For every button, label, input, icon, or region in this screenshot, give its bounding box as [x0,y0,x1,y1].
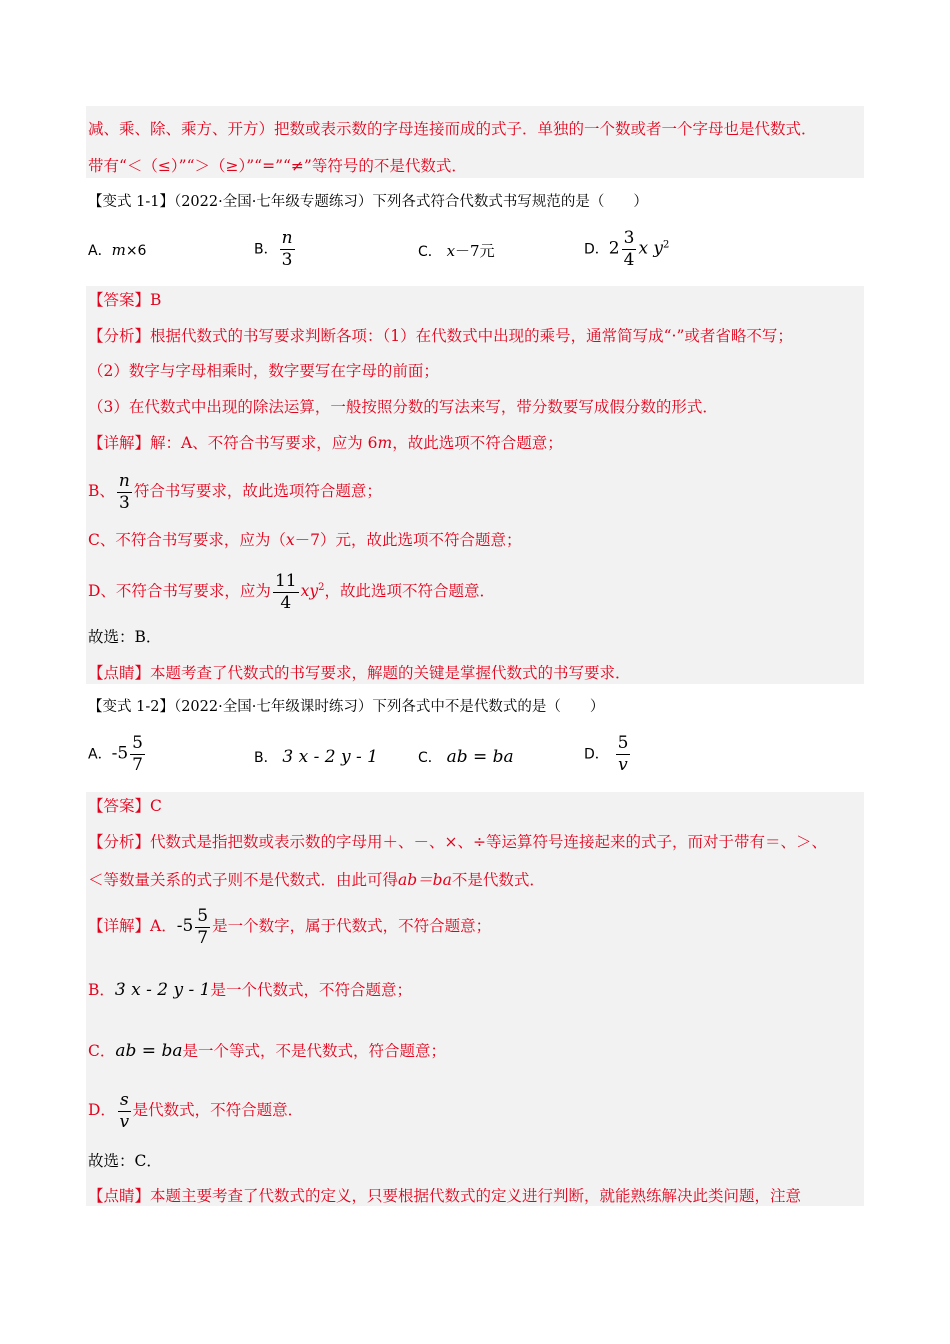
q1-option-a [88,240,146,260]
q2-detail-d-pre: D． [88,1101,116,1119]
q1-detail-c-var: x [285,531,295,549]
q1-option-d-label: D． [584,241,609,258]
q1-choice: 故选：B． [88,628,162,646]
q2-detail-a-num: 5 [197,905,209,926]
q2-answer: 【答案】C [88,797,162,815]
q1-analysis-3: （3）在代数式中出现的除法运算，一般按照分数的写法来写，带分数要写成假分数的形式． [88,398,718,416]
q1-detail-a [88,433,563,453]
q2-option-a-sign: -5 [111,743,129,764]
q2-option-d-den: v [618,755,628,775]
q1-option-a-var: m [111,241,126,259]
q2-detail-c-post: 是一个等式，不是代数式，符合题意； [182,1042,446,1060]
q1-detail-d-fraction [273,570,299,613]
q2-option-b-expr: 3 x - 2 y - 1 [282,747,378,767]
q2-detail-b-post: 是一个代数式，不符合题意； [210,981,412,999]
q2-option-c-label: C． [418,750,442,766]
q1-detail-b [88,471,382,512]
q1-detail-b-den: 3 [118,492,130,513]
q2-option-b-label: B． [254,750,278,766]
q1-option-d-num: 3 [623,228,635,248]
q2-option-c-expr: ab = ba [446,747,514,767]
q1-option-b [254,230,297,269]
q1-detail-b-label: B、 [88,482,115,500]
q2-detail-a-sign: -5 [176,916,194,936]
q1-detail-d-num: 11 [274,570,297,591]
q1-option-d [584,230,669,269]
q1-analysis-2: （2）数字与字母相乘时，数字要写在字母的前面； [88,362,439,380]
q1-option-c [418,240,495,261]
q2-analysis-1: 【分析】代数式是指把数或表示数的字母用＋、－、×、÷等运算符号连接起来的式子，而对于带有＝、＞、 [88,833,827,851]
q1-detail-c [88,530,522,550]
top-line-2: 带有“＜（≤）”“＞（≥）”“=”“≠”等符号的不是代数式． [88,157,467,175]
q2-choice: 故选：C． [88,1152,162,1170]
q2-detail-a-post: 是一个数字，属于代数式，不符合题意； [212,917,492,935]
q1-comment: 【点睛】本题考查了代数式的书写要求，解题的关键是掌握代数式的书写要求． [88,664,631,682]
q1-option-b-fraction [280,230,295,269]
q2-detail-d-num: s [119,1089,129,1110]
q2-detail-d-fraction [118,1089,131,1132]
q2-detail-c-expr: ab = ba [115,1041,183,1061]
q1-detail-d [88,568,495,612]
q2-option-d-fraction [616,735,631,774]
q1-detail-b-fraction [117,470,132,513]
q2-option-d-label: D． [584,746,609,763]
q2-option-a-num: 5 [132,733,143,753]
q2-detail-a-fraction [195,905,210,948]
q1-title: 【变式 1-1】（2022·全国·七年级专题练习）下列各式符合代数式书写规范的是（ ） [88,194,648,210]
q1-detail-b-post: 符合书写要求，故此选项符合题意； [133,482,382,500]
q1-option-d-exp: 2 [663,239,670,251]
q2-option-a-den: 7 [132,755,143,775]
q2-option-d-num: 5 [617,733,629,753]
q2-option-a-label: A． [88,746,112,763]
q2-analysis-2-expr: ab＝ba [398,871,452,889]
q2-analysis-2-pre: ＜等数量关系的式子则不是代数式．由此可得 [88,871,399,889]
q2-analysis-2 [88,870,545,890]
q1-option-c-label: C． [418,244,442,260]
q2-comment: 【点睛】本题主要考查了代数式的定义，只要根据代数式的定义进行判断，就能熟练解决此类问题，注意 [88,1187,802,1205]
q1-detail-c-pre: C、不符合书写要求，应为（ [88,531,286,549]
q2-detail-a [88,906,491,947]
q1-analysis-1: 【分析】根据代数式的书写要求判断各项：（1）在代数式中出现的乘号，通常简写成“·”或者省略不写； [88,327,793,345]
q1-option-c-var: x [446,242,456,260]
q2-detail-b-expr: 3 x - 2 y - 1 [114,980,211,1000]
q1-detail-d-exp: 2 [318,582,325,593]
q2-option-d [584,735,632,774]
q1-detail-c-mid: －7）元，故此选项不符合题意； [294,531,522,549]
q1-detail-d-post: ，故此选项不符合题意． [324,582,495,601]
q1-detail-d-var: xy [300,582,319,601]
q2-detail-c [88,1041,446,1061]
q2-detail-d-post: 是代数式，不符合题意． [132,1101,304,1119]
q1-detail-d-pre: D、不符合书写要求，应为 [88,582,271,601]
q2-detail-a-pre: 【详解】A． [88,917,177,935]
q1-detail-d-den: 4 [280,592,292,613]
q2-detail-b-pre: B． [88,981,115,999]
q1-detail-b-num: n [118,470,130,491]
q1-option-d-whole: 2 [608,238,620,259]
q2-option-a [88,735,147,774]
q2-analysis-2-post: 不是代数式． [451,871,545,889]
q2-option-b [254,747,378,767]
q2-detail-a-den: 7 [197,927,209,948]
q2-detail-c-pre: C． [88,1042,116,1060]
q1-option-a-label: A． [88,243,112,259]
q1-option-c-rest: －7元 [455,242,495,260]
q1-option-b-num: n [281,228,293,248]
q2-title: 【变式 1-2】（2022·全国·七年级课时练习）下列各式中不是代数式的是（ ） [88,699,605,715]
q1-answer: 【答案】B [88,291,162,309]
q1-detail-a-pre: 【详解】解：A、不符合书写要求，应为 6 [88,434,378,452]
q1-detail-a-post: ，故此选项不符合题意； [392,434,563,452]
q2-detail-d-den: v [119,1111,130,1132]
q2-option-a-fraction [130,735,145,774]
q2-detail-d [88,1090,303,1131]
q1-option-a-rest: ×6 [125,243,147,259]
q1-option-d-fraction [622,230,637,269]
q1-option-b-label: B． [254,241,278,258]
q1-option-b-den: 3 [281,250,293,270]
q2-option-c [418,747,514,767]
q2-detail-b [88,980,412,1000]
q1-option-d-vars: x y [638,238,664,259]
q1-detail-a-var: m [377,434,393,452]
q1-option-d-den: 4 [623,250,635,270]
top-line-1: 减、乘、除、乘方、开方）把数或表示数的字母连接而成的式子．单独的一个数或者一个字母也是代数式． [88,120,817,138]
